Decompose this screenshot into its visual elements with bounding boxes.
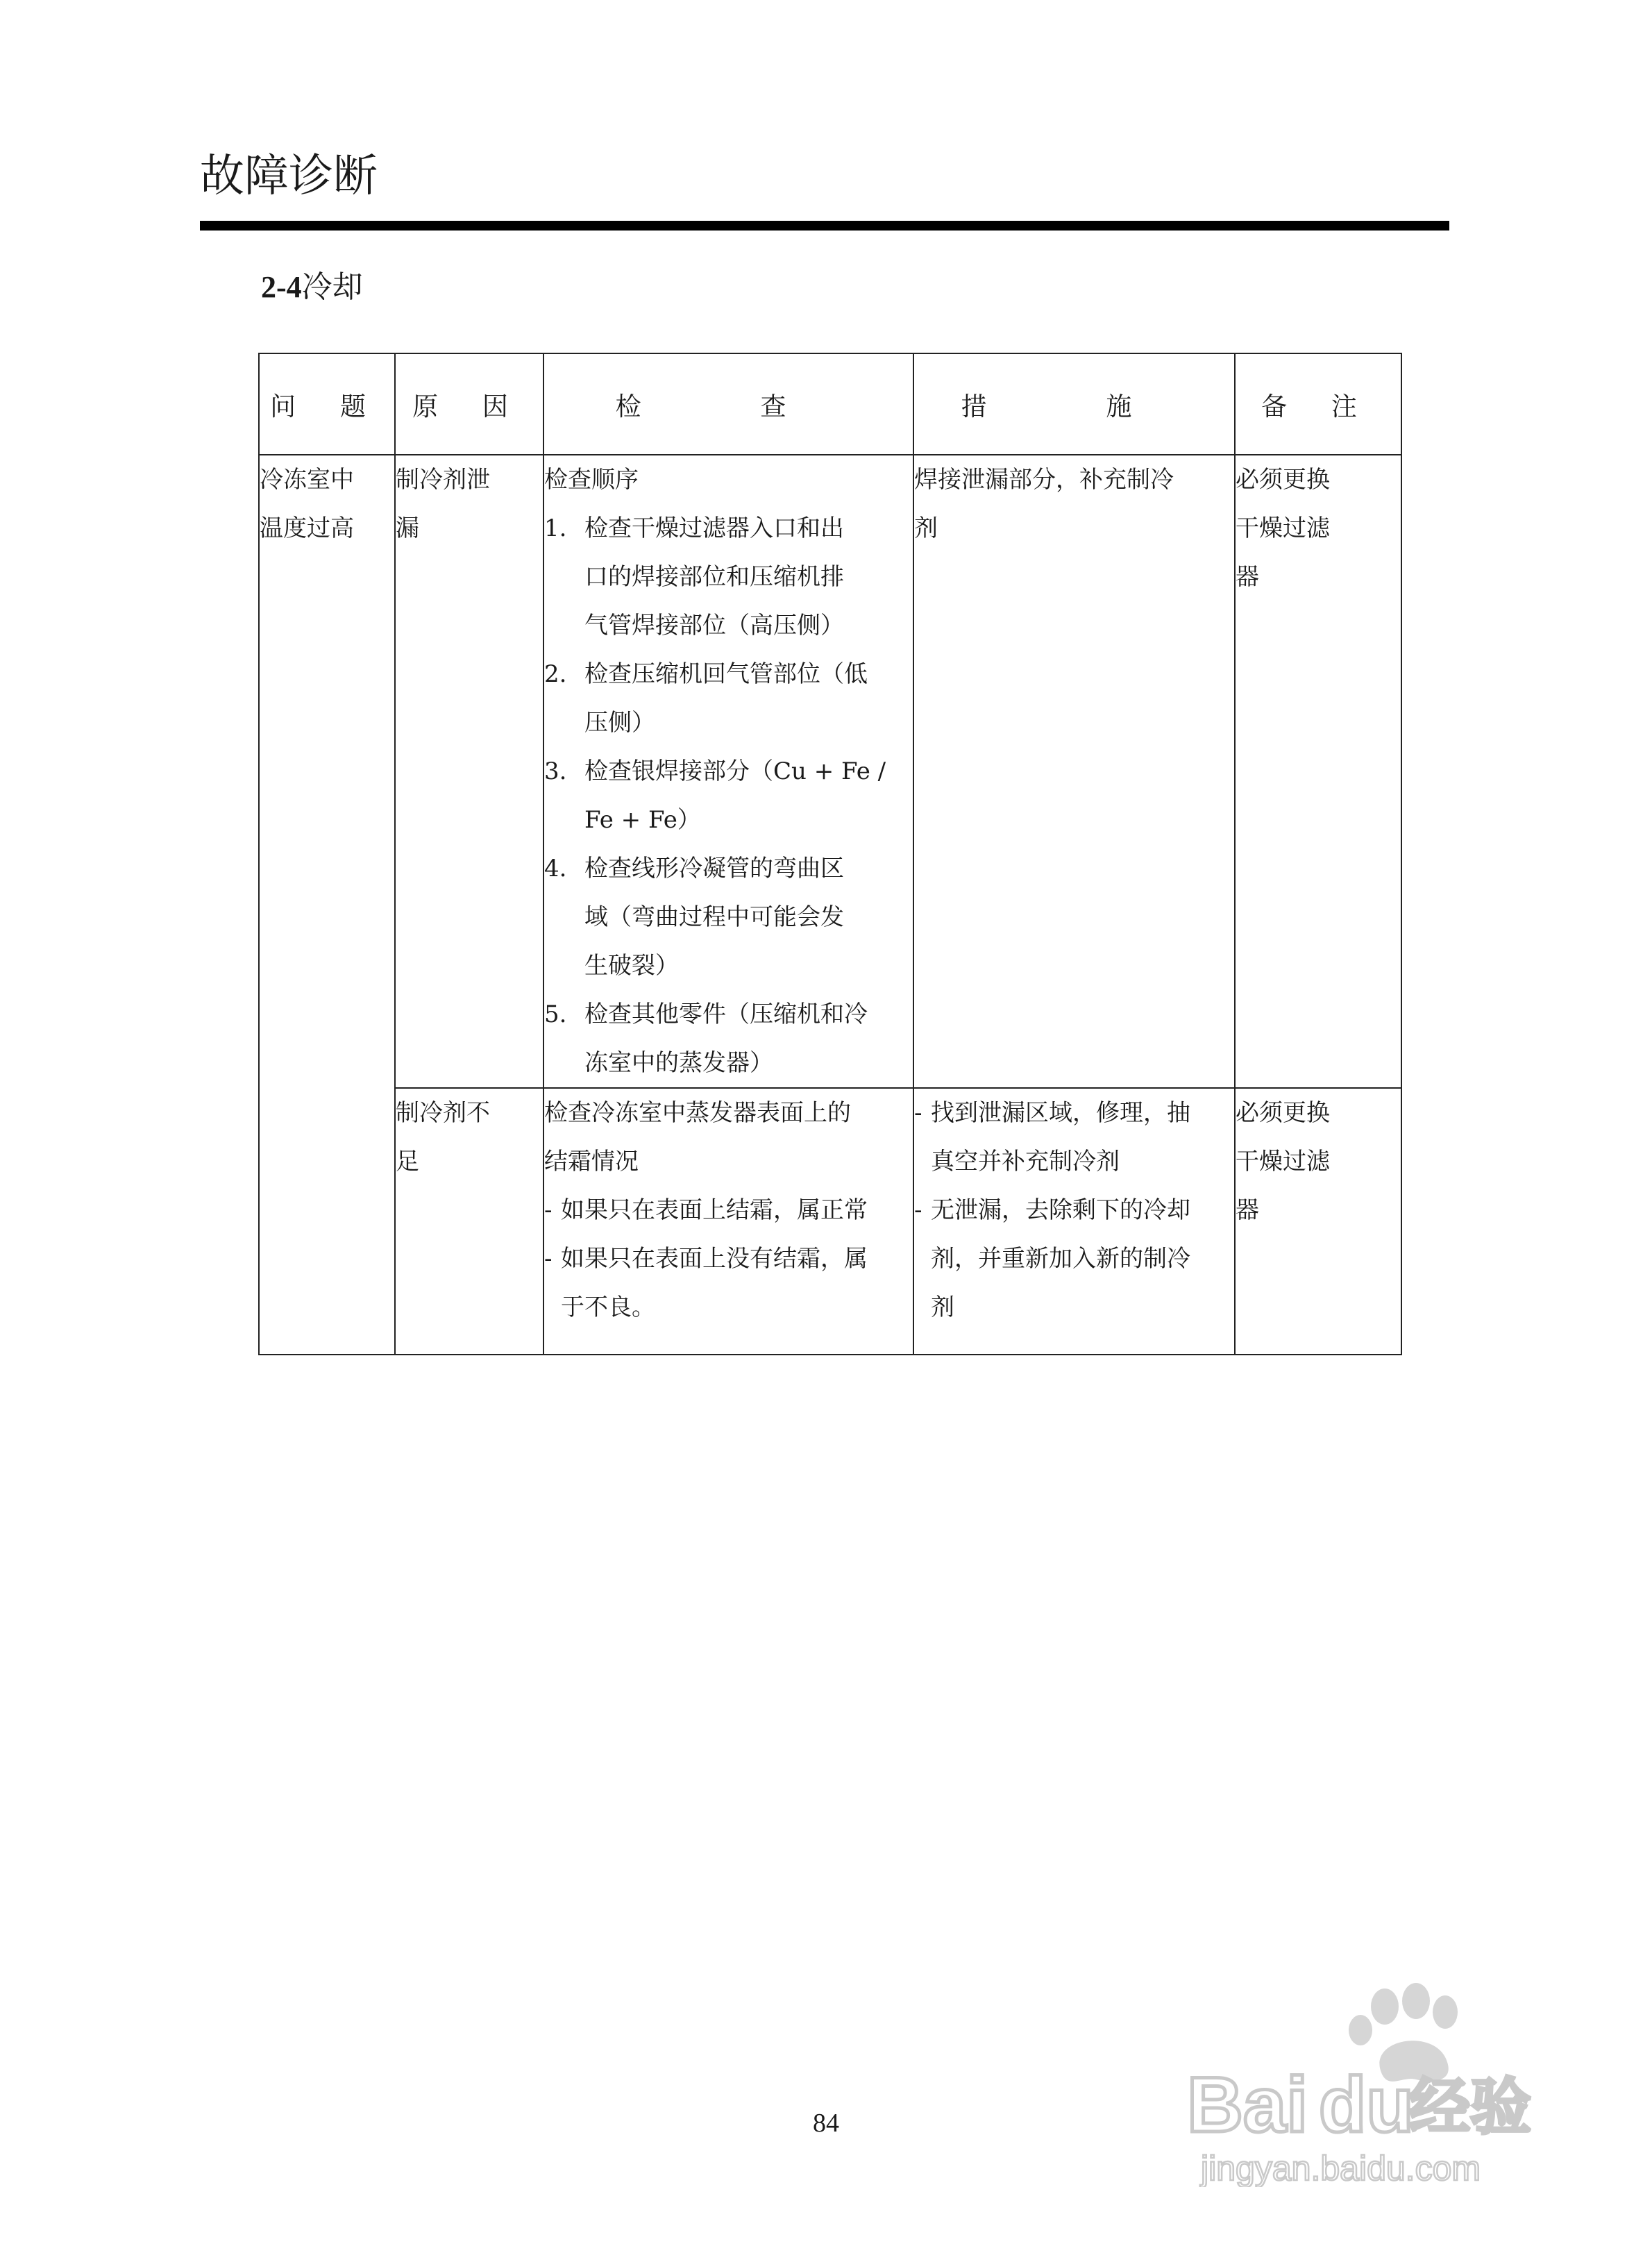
- title-rule: [200, 221, 1449, 231]
- page-number: 84: [813, 2109, 839, 2138]
- dash-line: 如果只在表面上结霜，属正常: [561, 1196, 868, 1224]
- item-line: 口的焊接部位和压缩机排: [584, 563, 844, 591]
- cause-cell: [395, 455, 543, 1088]
- item-line: 检查压缩机回气管部位（低: [584, 660, 868, 688]
- item-number: 1.: [544, 514, 567, 542]
- check-line: 检查冷冻室中蒸发器表面上的: [544, 1099, 851, 1127]
- item-line: 气管焊接部位（高压侧）: [584, 612, 844, 639]
- item-number: 2.: [544, 660, 567, 688]
- check-dash-item: - 如果只在表面上没有结霜，属 于不良。: [544, 1234, 913, 1332]
- dash-line: 找到泄漏区域，修理，抽: [931, 1099, 1190, 1127]
- watermark-brand: Bai: [1187, 2061, 1308, 2148]
- page-title: 故障诊断: [200, 151, 378, 202]
- check-line: 结霜情况: [544, 1148, 639, 1175]
- item-line: 检查线形冷凝管的弯曲区: [584, 855, 844, 882]
- header-problem: 问 题: [259, 353, 395, 455]
- check-intro: 检查顺序: [544, 466, 639, 494]
- item-line: 检查银焊接部分（Cu + Fe /: [584, 757, 886, 785]
- cause-line: 制冷剂泄: [396, 466, 490, 494]
- remark-line: 必须更换: [1236, 466, 1330, 494]
- problem-line: 温度过高: [260, 514, 354, 542]
- item-line: 检查干燥过滤器入口和出: [584, 514, 844, 542]
- check-dash-item: - 如果只在表面上结霜，属正常: [544, 1186, 913, 1234]
- check-list-item: [544, 747, 913, 844]
- item-line: 冻室中的蒸发器）: [584, 1049, 773, 1077]
- remark-line: 干燥过滤: [1236, 514, 1330, 542]
- check-list-item: [544, 504, 913, 650]
- header-check: 检 查: [543, 353, 913, 455]
- baidu-watermark: [1173, 1979, 1562, 2187]
- item-line: 生破裂）: [584, 952, 679, 980]
- measure-dash-item: - 无泄漏，去除剩下的冷却 剂，并重新加入新的制冷 剂: [914, 1186, 1234, 1332]
- table-row: [259, 1088, 1401, 1355]
- item-number: 5.: [544, 1000, 567, 1028]
- item-line: 域（弯曲过程中可能会发: [584, 903, 844, 931]
- item-number: 4.: [544, 855, 567, 882]
- check-list-item: [544, 650, 913, 747]
- cause-cell: [395, 1088, 543, 1355]
- measure-cell: [913, 455, 1235, 1088]
- dash-line: 如果只在表面上没有结霜，属: [561, 1245, 868, 1273]
- section-title: 冷却: [301, 269, 363, 305]
- diagnosis-table: [258, 353, 1402, 1355]
- table-header-row: [259, 353, 1401, 455]
- section-heading: [261, 269, 363, 305]
- dash-line: 剂: [931, 1293, 954, 1321]
- remark-line: 必须更换: [1236, 1099, 1330, 1127]
- item-line: 压侧）: [584, 709, 655, 737]
- check-cell: [543, 455, 913, 1088]
- remark-cell: [1235, 455, 1401, 1088]
- check-cell: [543, 1088, 913, 1355]
- dash-line: 剂，并重新加入新的制冷: [931, 1245, 1190, 1273]
- measure-cell: [913, 1088, 1235, 1355]
- header-cause: 原 因: [395, 353, 543, 455]
- table-row: [259, 455, 1401, 1088]
- item-number: 3.: [544, 757, 567, 785]
- item-line: 检查其他零件（压缩机和冷: [584, 1000, 868, 1028]
- cause-line: 漏: [396, 514, 419, 542]
- header-measure: 措 施: [913, 353, 1235, 455]
- watermark-url: jingyan.baidu.com: [1201, 2149, 1481, 2187]
- measure-line: 焊接泄漏部分，补充制冷: [914, 466, 1174, 494]
- measure-line: 剂: [914, 514, 938, 542]
- check-list-item: [544, 990, 913, 1087]
- problem-cell: [259, 455, 395, 1355]
- cause-line: 制冷剂不: [396, 1099, 490, 1127]
- watermark-brand-2: du: [1319, 2061, 1414, 2148]
- item-line: Fe + Fe）: [584, 806, 701, 834]
- measure-dash-item: - 找到泄漏区域，修理，抽 真空并补充制冷剂: [914, 1089, 1234, 1186]
- remark-line: 器: [1236, 1196, 1259, 1224]
- remark-cell: [1235, 1088, 1401, 1355]
- remark-line: 干燥过滤: [1236, 1148, 1330, 1175]
- remark-line: 器: [1236, 563, 1259, 591]
- dash-line: 于不良。: [561, 1293, 655, 1321]
- cause-line: 足: [396, 1148, 419, 1175]
- watermark-label: 经验: [1409, 2071, 1532, 2143]
- dash-line: 真空并补充制冷剂: [931, 1148, 1120, 1175]
- check-list-item: [544, 844, 913, 990]
- dash-line: 无泄漏，去除剩下的冷却: [931, 1196, 1190, 1224]
- section-number: 2-4: [261, 270, 302, 304]
- problem-line: 冷冻室中: [260, 466, 354, 494]
- header-remark: 备 注: [1235, 353, 1401, 455]
